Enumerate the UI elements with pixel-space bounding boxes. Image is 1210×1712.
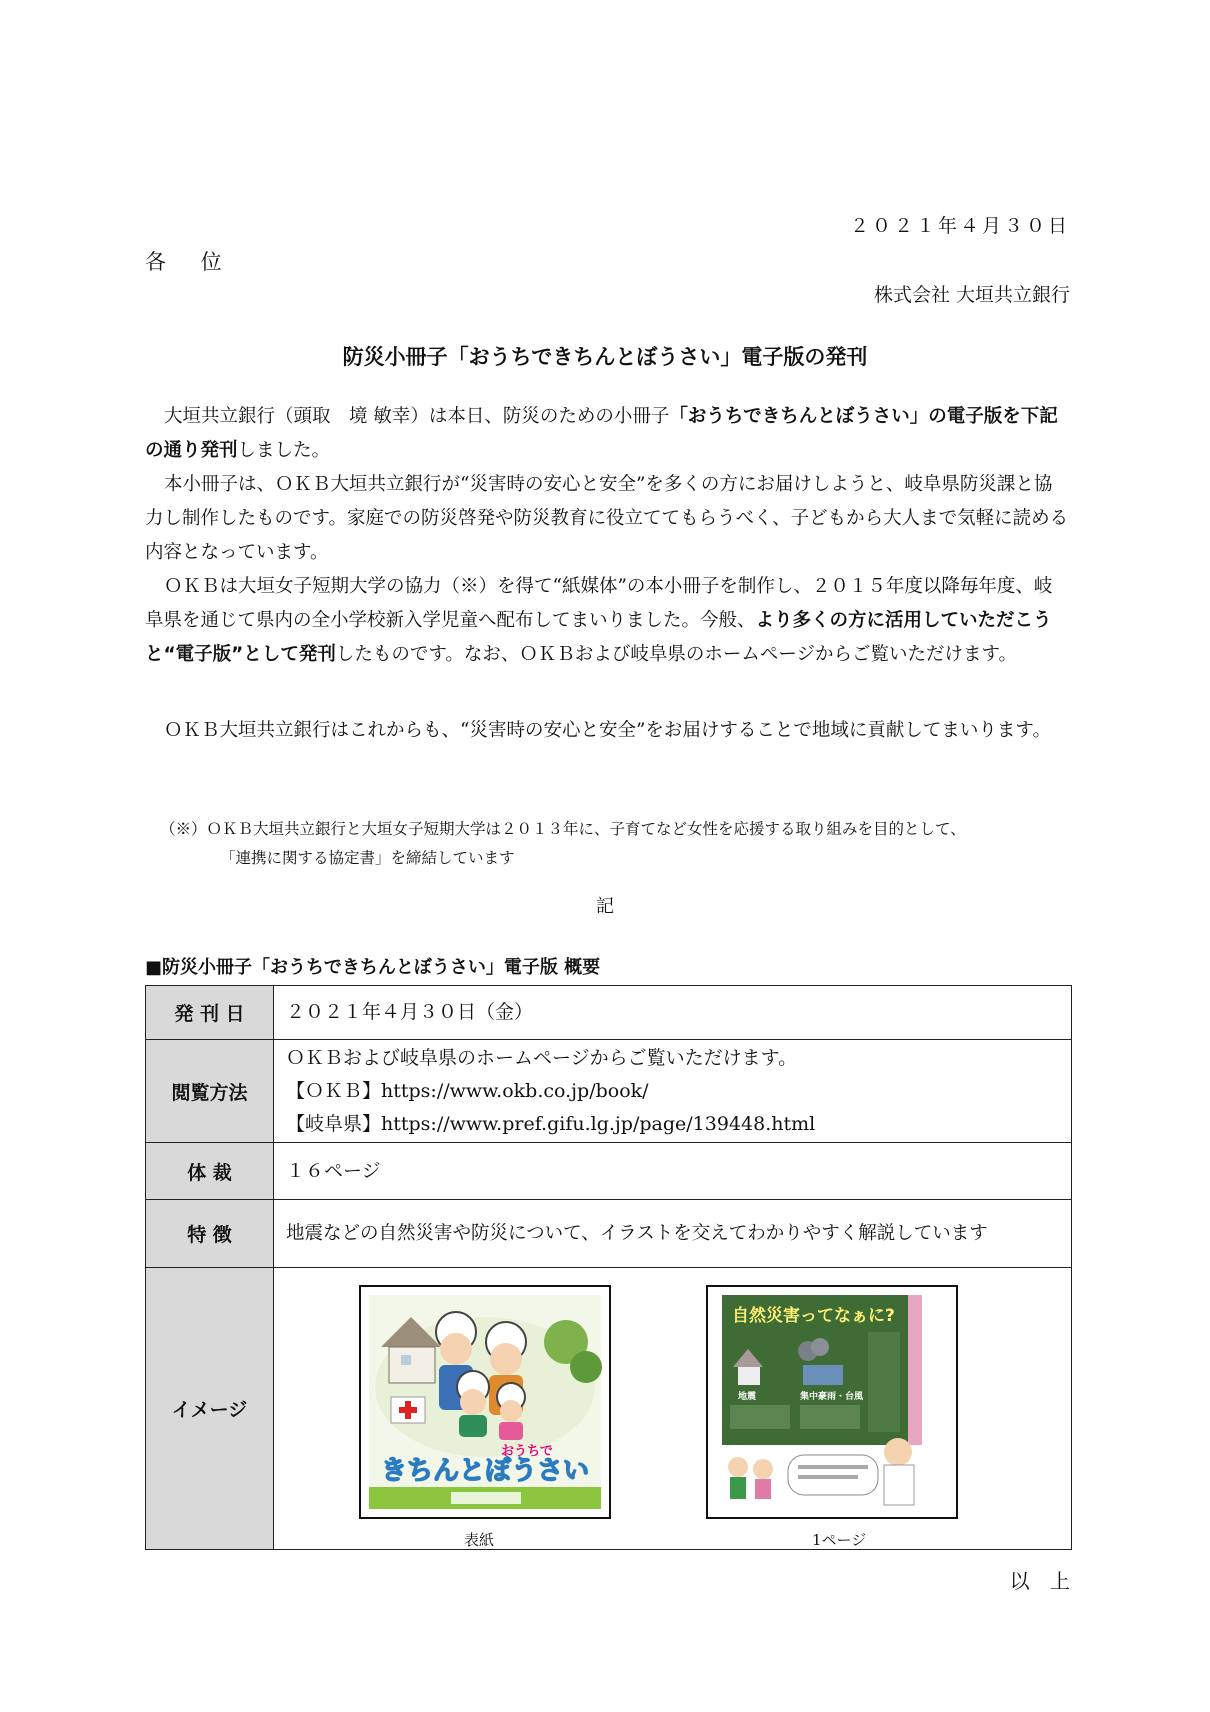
overview-table bbox=[145, 985, 1072, 1550]
row-label-image: イメージ bbox=[146, 1268, 274, 1550]
cover-caption: 表紙 bbox=[464, 1530, 495, 1549]
footnote-line-1: （※）ＯＫＢ大垣共立銀行と大垣女子短期大学は２０１３年に、子育てなど女性を応援する取り組みを目的として、 bbox=[160, 820, 966, 838]
paragraph-4 bbox=[145, 714, 1070, 748]
footnote bbox=[160, 815, 1080, 873]
page-one-caption: 1ページ bbox=[812, 1530, 867, 1549]
row-label-issue-date: 発 刊 日 bbox=[146, 986, 274, 1040]
issuer-company: 株式会社 大垣共立銀行 bbox=[873, 284, 1070, 306]
access-link-gifu[interactable]: 【岐阜県】https://www.pref.gifu.lg.jp/page/139448.html bbox=[286, 1112, 816, 1135]
row-value-issue-date: ２０２１年４月３０日（金） bbox=[274, 986, 1072, 1040]
p1-text-a: 大垣共立銀行（頭取 境 敏幸）は本日、防災のための小冊子 bbox=[164, 406, 670, 427]
cover-title-small: おうちで bbox=[501, 1443, 553, 1459]
table-row bbox=[146, 1200, 1072, 1268]
row-value-image bbox=[274, 1268, 1072, 1550]
paragraph-2 bbox=[145, 468, 1070, 570]
p1-text-c: しました。 bbox=[237, 440, 331, 461]
p3-text-c: したものです。なお、ＯＫＢおよび岐阜県のホームページからご覧いただけます。 bbox=[335, 644, 1018, 665]
p3-text-bold: より多くの方に活用していただこうと“電子版”として発刊 bbox=[145, 610, 1052, 665]
table-row bbox=[146, 986, 1072, 1040]
cover-illustration bbox=[361, 1287, 609, 1517]
document-title: 防災小冊子「おうちできちんとぼうさい」電子版の発刊 bbox=[342, 345, 868, 369]
p2-text: 本小冊子は、ＯＫＢ大垣共立銀行が“災害時の安心と安全”を多くの方にお届けしようと、岐阜県防災課と協力し制作したものです。家庭での防災啓発や防災教育に役立ててもらうべく、子どもから大人まで気軽に読める内容となっています。 bbox=[145, 474, 1069, 563]
table-row bbox=[146, 1268, 1072, 1550]
p4-text: ＯＫＢ大垣共立銀行はこれからも、“災害時の安心と安全”をお届けすることで地域に貢献してまいります。 bbox=[164, 720, 1051, 741]
p3-text-a: ＯＫＢは大垣女子短期大学の協力（※）を得て“紙媒体”の本小冊子を制作し、２０１５年度以降毎年度、岐阜県を通じて県内の全小学校新入学児童へ配布してまいりました。今般、 bbox=[145, 576, 1053, 631]
ki-marker: 記 bbox=[596, 896, 614, 917]
document-date: ２０２１年４月３０日 bbox=[849, 215, 1070, 237]
row-label-format: 体 裁 bbox=[146, 1143, 274, 1200]
paragraph-1 bbox=[145, 400, 1070, 468]
closing-mark: 以 上 bbox=[1009, 1569, 1070, 1593]
page-one-image bbox=[706, 1285, 958, 1519]
footnote-line-2: 「連携に関する協定書」を締結しています bbox=[220, 849, 515, 867]
p1-text-bold: 「おうちできちんとぼうさい」の電子版を下記の通り発刊 bbox=[145, 406, 1058, 461]
cover-image bbox=[359, 1285, 611, 1519]
table-row bbox=[146, 1040, 1072, 1143]
row-label-access: 閲覧方法 bbox=[146, 1040, 274, 1143]
paragraph-3 bbox=[145, 570, 1070, 672]
access-link-okb[interactable]: 【ＯＫＢ】https://www.okb.co.jp/book/ bbox=[286, 1079, 649, 1102]
page-one-illustration bbox=[708, 1287, 956, 1517]
cover-title-large: きちんとぼうさい bbox=[380, 1455, 590, 1486]
page-label-quake: 地震 bbox=[738, 1391, 757, 1402]
row-value-access bbox=[274, 1040, 1072, 1143]
addressee: 各 位 bbox=[145, 250, 222, 274]
row-label-features: 特 徴 bbox=[146, 1200, 274, 1268]
table-row bbox=[146, 1143, 1072, 1200]
section-title: ■防災小冊子「おうちできちんとぼうさい」電子版 概要 bbox=[145, 957, 601, 978]
access-line-1: ＯＫＢおよび岐阜県のホームページからご覧いただけます。 bbox=[286, 1046, 798, 1069]
row-value-format: １６ページ bbox=[274, 1143, 1072, 1200]
page-heading: 自然災害ってなぁに? bbox=[732, 1305, 895, 1326]
row-value-features: 地震などの自然災害や防災について、イラストを交えてわかりやすく解説しています bbox=[274, 1200, 1072, 1268]
page-label-rain: 集中豪雨・台風 bbox=[800, 1391, 864, 1402]
